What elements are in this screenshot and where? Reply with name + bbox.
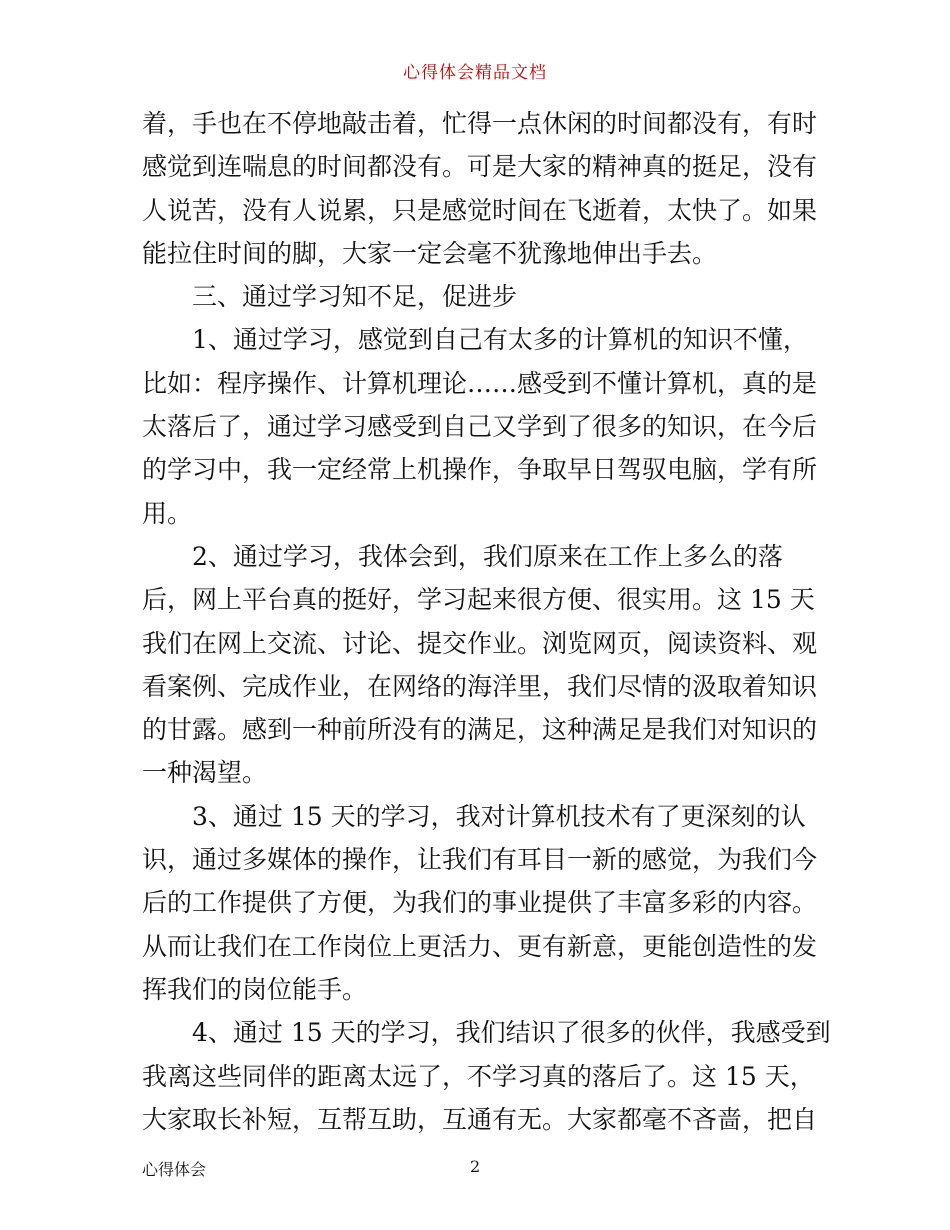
text-line: 比如：程序操作、计算机理论……感受到不懂计算机，真的是: [142, 368, 818, 398]
text-line: 大家取长补短，互帮互助，互通有无。大家都毫不吝啬，把自: [142, 1104, 818, 1134]
text-line: 太落后了，通过学习感受到自己又学到了很多的知识，在今后: [142, 412, 818, 442]
text-line: 的甘露。感到一种前所没有的满足，这种满足是我们对知识的: [142, 715, 818, 745]
text-line: 三、通过学习知不足，促进步: [192, 282, 518, 312]
text-line: 能拉住时间的脚，大家一定会毫不犹豫地伸出手去。: [142, 238, 718, 268]
text-line: 1、通过学习，感觉到自己有太多的计算机的知识不懂，: [192, 325, 808, 355]
footer-label: 心得体会: [142, 1160, 207, 1179]
text-line: 用。: [142, 498, 193, 528]
text-line: 后，网上平台真的挺好，学习起来很方便、很实用。这 15 天: [142, 585, 815, 615]
text-line: 一种渴望。: [142, 758, 268, 788]
text-line: 后的工作提供了方便，为我们的事业提供了丰富多彩的内容。: [142, 888, 818, 918]
page-number: 2: [470, 1157, 481, 1176]
text-line: 人说苦，没有人说累，只是感觉时间在飞逝着，太快了。如果: [142, 195, 818, 225]
text-line: 看案例、完成作业，在网络的海洋里，我们尽情的汲取着知识: [142, 671, 818, 701]
text-line: 3、通过 15 天的学习，我对计算机技术有了更深刻的认: [192, 801, 806, 831]
text-line: 着，手也在不停地敲击着，忙得一点休闲的时间都没有，有时: [142, 109, 818, 138]
text-line: 挥我们的岗位能手。: [142, 974, 368, 1004]
text-line: 我们在网上交流、讨论、提交作业。浏览网页，阅读资料、观: [142, 628, 818, 658]
text-line: 的学习中，我一定经常上机操作，争取早日驾驭电脑，学有所: [142, 455, 818, 485]
document-body: [142, 102, 831, 1141]
text-line: 4、通过 15 天的学习，我们结识了很多的伙伴，我感受到: [192, 1018, 831, 1048]
text-line: 从而让我们在工作岗位上更活力、更有新意，更能创造性的发: [142, 931, 818, 961]
document-header-title: 心得体会精品文档: [403, 63, 547, 83]
text-line: 感觉到连喘息的时间都没有。可是大家的精神真的挺足，没有: [142, 152, 818, 182]
text-line: 我离这些同伴的距离太远了，不学习真的落后了。这 15 天，: [142, 1061, 815, 1091]
text-line: 2、通过学习，我体会到，我们原来在工作上多么的落: [192, 541, 783, 571]
text-line: 识，通过多媒体的操作，让我们有耳目一新的感觉，为我们今: [142, 845, 818, 875]
